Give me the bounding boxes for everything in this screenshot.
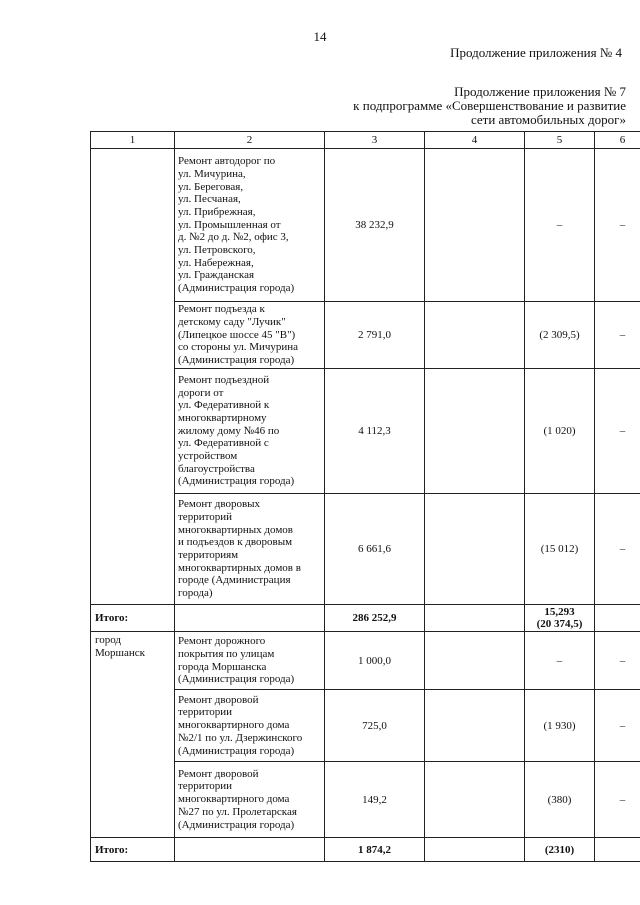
header-col-3: 3 bbox=[325, 132, 425, 149]
desc-line: города) bbox=[178, 587, 213, 600]
desc-line: Ремонт дворовой bbox=[178, 767, 259, 780]
table-row bbox=[91, 632, 640, 690]
desc-line: со стороны ул. Мичурина bbox=[178, 341, 299, 354]
desc-line: города Моршанска bbox=[178, 660, 267, 673]
total-col5-line2: (20 374,5) bbox=[536, 618, 583, 630]
page-number: 14 bbox=[313, 29, 327, 44]
total-col5 bbox=[525, 605, 595, 632]
row-col6: – bbox=[595, 632, 640, 690]
row-description bbox=[175, 762, 325, 838]
desc-line: (Липецкое шоссе 45 "В") bbox=[178, 328, 296, 341]
row-description bbox=[175, 494, 325, 605]
appendix-line-3: сети автомобильных дорог» bbox=[470, 112, 626, 127]
table-row bbox=[91, 149, 640, 302]
city-line: город bbox=[95, 634, 122, 646]
desc-line: (Администрация города) bbox=[178, 354, 295, 367]
desc-line: детскому саду "Лучик" bbox=[178, 315, 286, 328]
desc-line: многоквартирного дома bbox=[178, 793, 290, 806]
desc-line: устройством bbox=[178, 450, 238, 463]
desc-line: (Администрация города) bbox=[178, 673, 295, 686]
row-col4 bbox=[425, 494, 525, 605]
row-col5: (2 309,5) bbox=[525, 302, 595, 369]
desc-line: Ремонт дорожного bbox=[178, 635, 266, 648]
total-col6 bbox=[595, 838, 640, 862]
desc-line: (Администрация города) bbox=[178, 818, 295, 831]
row-col3: 2 791,0 bbox=[325, 302, 425, 369]
row-col6: – bbox=[595, 302, 640, 369]
row-col3: 1 000,0 bbox=[325, 632, 425, 690]
total-col5-line1: 15,293 bbox=[544, 606, 575, 618]
desc-line: (Администрация города) bbox=[178, 475, 295, 488]
desc-line: территориям bbox=[178, 549, 239, 561]
total-row bbox=[91, 838, 640, 862]
row-col3: 149,2 bbox=[325, 762, 425, 838]
total-col4 bbox=[425, 605, 525, 632]
total-empty bbox=[175, 605, 325, 632]
appendix-heading bbox=[306, 85, 626, 127]
desc-line: и подъездов к дворовым bbox=[178, 536, 293, 549]
row-col4 bbox=[425, 632, 525, 690]
row-description bbox=[175, 369, 325, 494]
row-col6: – bbox=[595, 149, 640, 302]
desc-line: многоквартирных домов в bbox=[178, 561, 301, 574]
continuation-note: Продолжение приложения № 4 bbox=[450, 45, 622, 60]
total-col3: 1 874,2 bbox=[325, 838, 425, 862]
desc-line: ул. Промышленная от bbox=[178, 218, 281, 231]
row-col4 bbox=[425, 149, 525, 302]
total-label: Итого: bbox=[91, 605, 175, 632]
row-col3: 725,0 bbox=[325, 690, 425, 762]
total-col6 bbox=[595, 605, 640, 632]
header-col-6: 6 bbox=[595, 132, 640, 149]
desc-line: дороги от bbox=[178, 386, 224, 399]
row-col4 bbox=[425, 369, 525, 494]
desc-line: благоустройства bbox=[178, 462, 255, 475]
total-empty bbox=[175, 838, 325, 862]
desc-line: (Администрация города) bbox=[178, 282, 295, 295]
desc-line: ул. Федеративной к bbox=[178, 399, 270, 412]
total-col5: (2310) bbox=[525, 838, 595, 862]
row-col5: (380) bbox=[525, 762, 595, 838]
desc-line: Ремонт автодорог по bbox=[178, 155, 276, 168]
row-col3: 6 661,6 bbox=[325, 494, 425, 605]
row-col3: 4 112,3 bbox=[325, 369, 425, 494]
desc-line: территории bbox=[178, 706, 233, 719]
desc-line: (Администрация города) bbox=[178, 744, 295, 757]
row-col5: – bbox=[525, 149, 595, 302]
desc-line: ул. Гражданская bbox=[178, 269, 255, 282]
desc-line: многоквартирных домов bbox=[178, 523, 293, 536]
desc-line: ул. Песчаная, bbox=[178, 193, 241, 206]
row-col4 bbox=[425, 302, 525, 369]
desc-line: ул. Набережная, bbox=[178, 256, 254, 269]
header-col-5: 5 bbox=[525, 132, 595, 149]
row-col5: (15 012) bbox=[525, 494, 595, 605]
header-row bbox=[91, 132, 640, 149]
row-col6: – bbox=[595, 762, 640, 838]
appendix-line-2: к подпрограмме «Совершенствование и развитие bbox=[353, 98, 626, 113]
desc-line: ул. Прибрежная, bbox=[178, 205, 256, 218]
desc-line: городе (Администрация bbox=[178, 574, 291, 587]
row-col3: 38 232,9 bbox=[325, 149, 425, 302]
row-col5: – bbox=[525, 632, 595, 690]
desc-line: ул. Петровского, bbox=[178, 244, 256, 257]
total-row bbox=[91, 605, 640, 632]
desc-line: многоквартирного дома bbox=[178, 719, 290, 732]
header-col-2: 2 bbox=[175, 132, 325, 149]
desc-line: ул. Мичурина, bbox=[178, 167, 246, 180]
desc-line: Ремонт дворовых bbox=[178, 498, 261, 511]
row-col6: – bbox=[595, 369, 640, 494]
row-col5: (1 930) bbox=[525, 690, 595, 762]
desc-line: №27 по ул. Пролетарская bbox=[178, 805, 297, 818]
total-col3: 286 252,9 bbox=[325, 605, 425, 632]
header-col-4: 4 bbox=[425, 132, 525, 149]
row-description bbox=[175, 149, 325, 302]
total-label: Итого: bbox=[91, 838, 175, 862]
desc-line: территорий bbox=[178, 510, 233, 523]
desc-line: многоквартирному bbox=[178, 411, 267, 424]
desc-line: территории bbox=[178, 780, 233, 793]
desc-line: покрытия по улицам bbox=[178, 647, 275, 660]
appendix-line-1: Продолжение приложения № 7 bbox=[454, 84, 626, 99]
row-description bbox=[175, 632, 325, 690]
row-col5: (1 020) bbox=[525, 369, 595, 494]
desc-line: Ремонт подъездной bbox=[178, 373, 270, 386]
desc-line: №2/1 по ул. Дзержинского bbox=[178, 731, 303, 744]
city-cell-empty bbox=[91, 149, 175, 605]
row-description bbox=[175, 690, 325, 762]
row-col6: – bbox=[595, 494, 640, 605]
row-col4 bbox=[425, 690, 525, 762]
city-line: Моршанск bbox=[95, 647, 145, 659]
row-col6: – bbox=[595, 690, 640, 762]
header-col-1: 1 bbox=[91, 132, 175, 149]
desc-line: д. №2 до д. №2, офис 3, bbox=[178, 231, 289, 244]
total-col4 bbox=[425, 838, 525, 862]
row-description bbox=[175, 302, 325, 369]
city-cell bbox=[91, 632, 175, 838]
program-table bbox=[90, 131, 640, 862]
desc-line: Ремонт дворовой bbox=[178, 693, 259, 706]
row-col4 bbox=[425, 762, 525, 838]
desc-line: ул. Федеративной с bbox=[178, 437, 269, 450]
desc-line: ул. Береговая, bbox=[178, 180, 244, 193]
desc-line: Ремонт подъезда к bbox=[178, 303, 265, 316]
desc-line: жилому дому №46 по bbox=[178, 424, 280, 437]
